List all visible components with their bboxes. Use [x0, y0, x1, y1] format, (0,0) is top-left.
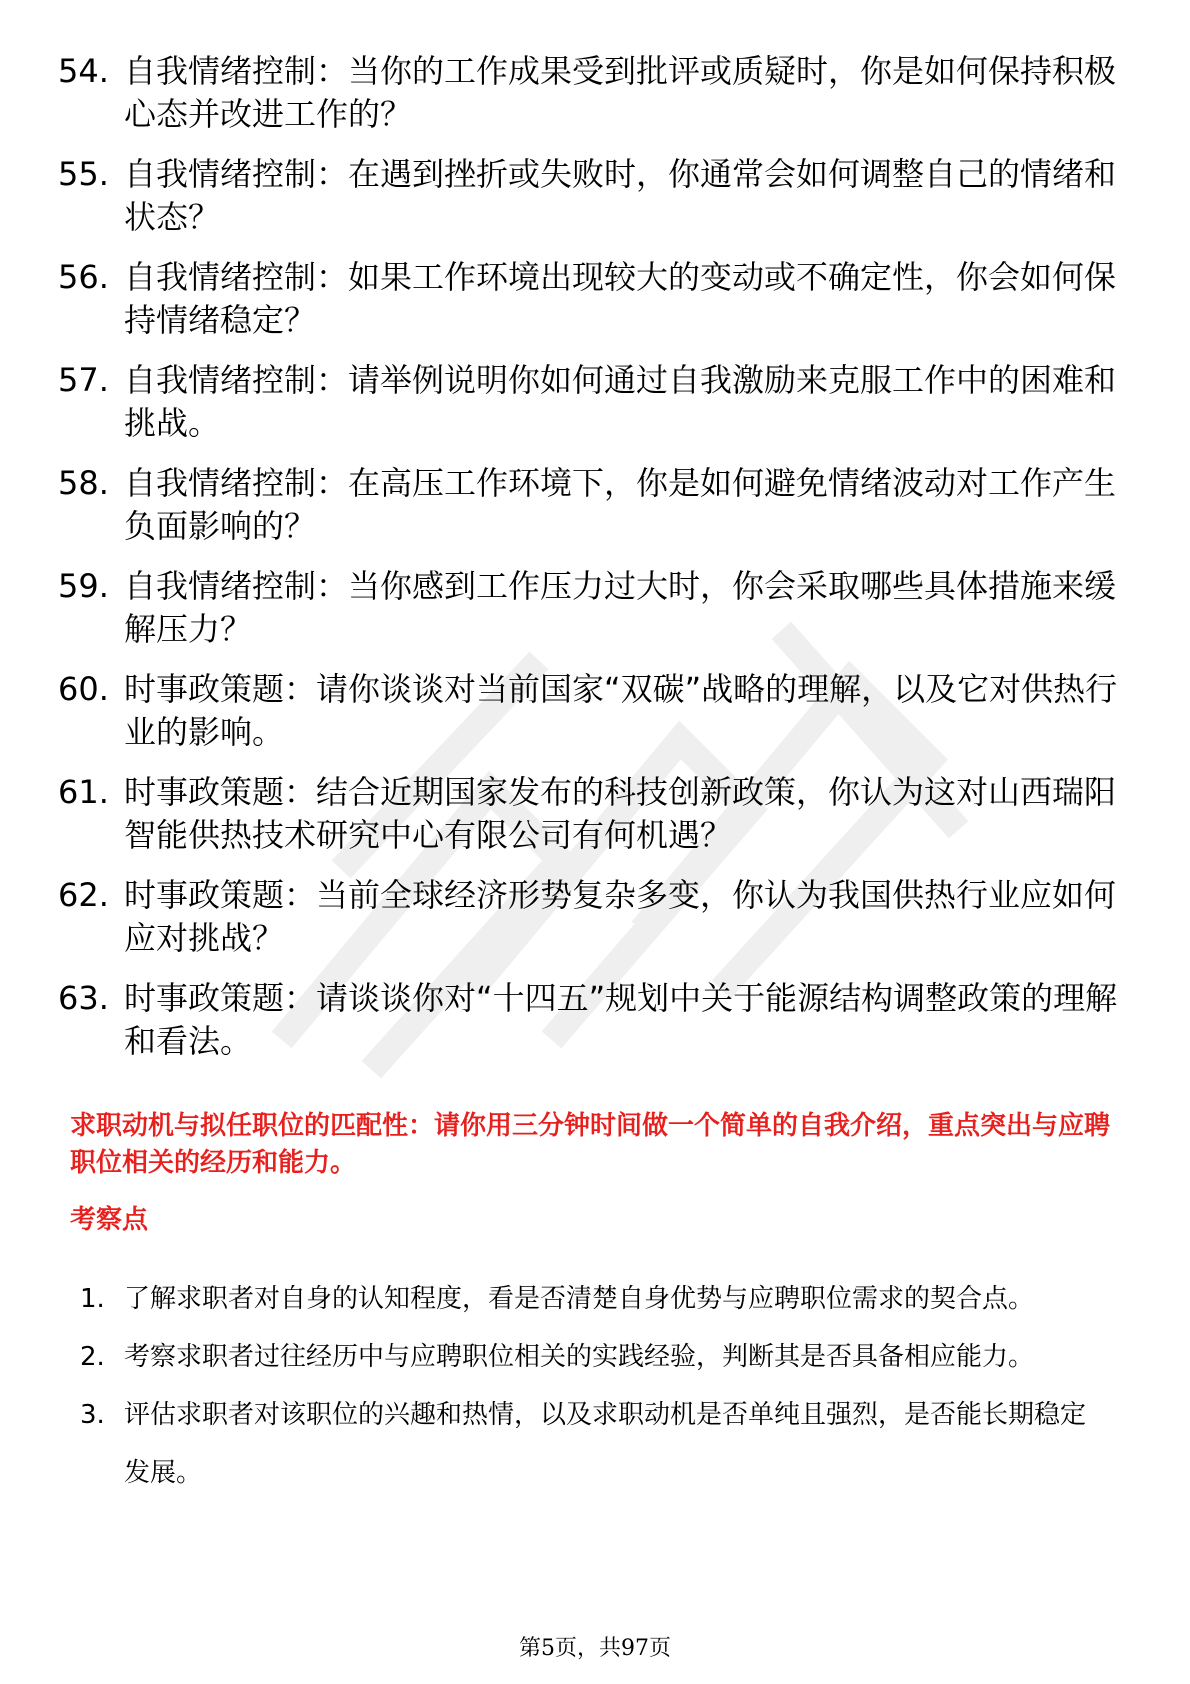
- question-number: 57.: [58, 361, 109, 399]
- point-number: 2.: [80, 1342, 105, 1372]
- question-item: [58, 977, 1118, 1063]
- question-number: 55.: [58, 155, 109, 193]
- question-text: 自我情绪控制：在遇到挫折或失败时，你通常会如何调整自己的情绪和状态？: [124, 155, 1117, 236]
- question-item: [58, 50, 1118, 136]
- question-text: 自我情绪控制：当你的工作成果受到批评或质疑时，你是如何保持积极心态并改进工作的？: [124, 52, 1117, 133]
- question-number: 54.: [58, 52, 109, 90]
- question-number: 58.: [58, 464, 109, 502]
- question-text: 自我情绪控制：当你感到工作压力过大时，你会采取哪些具体措施来缓解压力？: [124, 567, 1117, 648]
- point-text: 评估求职者对该职位的兴趣和热情，以及求职动机是否单纯且强烈，是否能长期稳定发展。: [124, 1400, 1087, 1488]
- question-item: [58, 874, 1118, 960]
- assessment-points-heading: 考察点: [70, 1205, 149, 1235]
- assessment-point: [80, 1386, 1090, 1502]
- question-item: [58, 771, 1118, 857]
- assessment-point: [80, 1328, 1090, 1386]
- point-number: 3.: [80, 1400, 105, 1430]
- question-number: 63.: [58, 979, 109, 1017]
- question-text: 自我情绪控制：在高压工作环境下，你是如何避免情绪波动对工作产生负面影响的？: [124, 464, 1117, 545]
- point-text: 考察求职者过往经历中与应聘职位相关的实践经验，判断其是否具备相应能力。: [124, 1342, 1035, 1372]
- question-item: [58, 153, 1118, 239]
- question-item: [58, 565, 1118, 651]
- question-number: 60.: [58, 670, 109, 708]
- assessment-point: [80, 1270, 1090, 1328]
- question-item: [58, 668, 1118, 754]
- question-number: 59.: [58, 567, 109, 605]
- question-number: 56.: [58, 258, 109, 296]
- page-footer: 第5页，共97页: [519, 1636, 671, 1661]
- question-item: [58, 359, 1118, 445]
- question-text: 时事政策题：当前全球经济形势复杂多变，你认为我国供热行业应如何应对挑战？: [124, 876, 1117, 957]
- question-item: [58, 256, 1118, 342]
- assessment-points-list: [80, 1270, 1090, 1502]
- question-text: 自我情绪控制：请举例说明你如何通过自我激励来克服工作中的困难和挑战。: [124, 361, 1117, 442]
- point-text: 了解求职者对自身的认知程度，看是否清楚自身优势与应聘职位需求的契合点。: [124, 1284, 1035, 1314]
- question-number: 61.: [58, 773, 109, 811]
- section-heading: 求职动机与拟任职位的匹配性：请你用三分钟时间做一个简单的自我介绍，重点突出与应聘职位相关的经历和能力。: [70, 1111, 1111, 1178]
- question-text: 时事政策题：结合近期国家发布的科技创新政策，你认为这对山西瑞阳智能供热技术研究中心有限公司有何机遇？: [124, 773, 1117, 854]
- question-list: [58, 50, 1118, 1080]
- point-number: 1.: [80, 1284, 105, 1314]
- question-item: [58, 462, 1118, 548]
- question-number: 62.: [58, 876, 109, 914]
- question-text: 自我情绪控制：如果工作环境出现较大的变动或不确定性，你会如何保持情绪稳定？: [124, 258, 1117, 339]
- question-text: 时事政策题：请你谈谈对当前国家“双碳”战略的理解，以及它对供热行业的影响。: [124, 670, 1118, 751]
- question-text: 时事政策题：请谈谈你对“十四五”规划中关于能源结构调整政策的理解和看法。: [124, 979, 1118, 1060]
